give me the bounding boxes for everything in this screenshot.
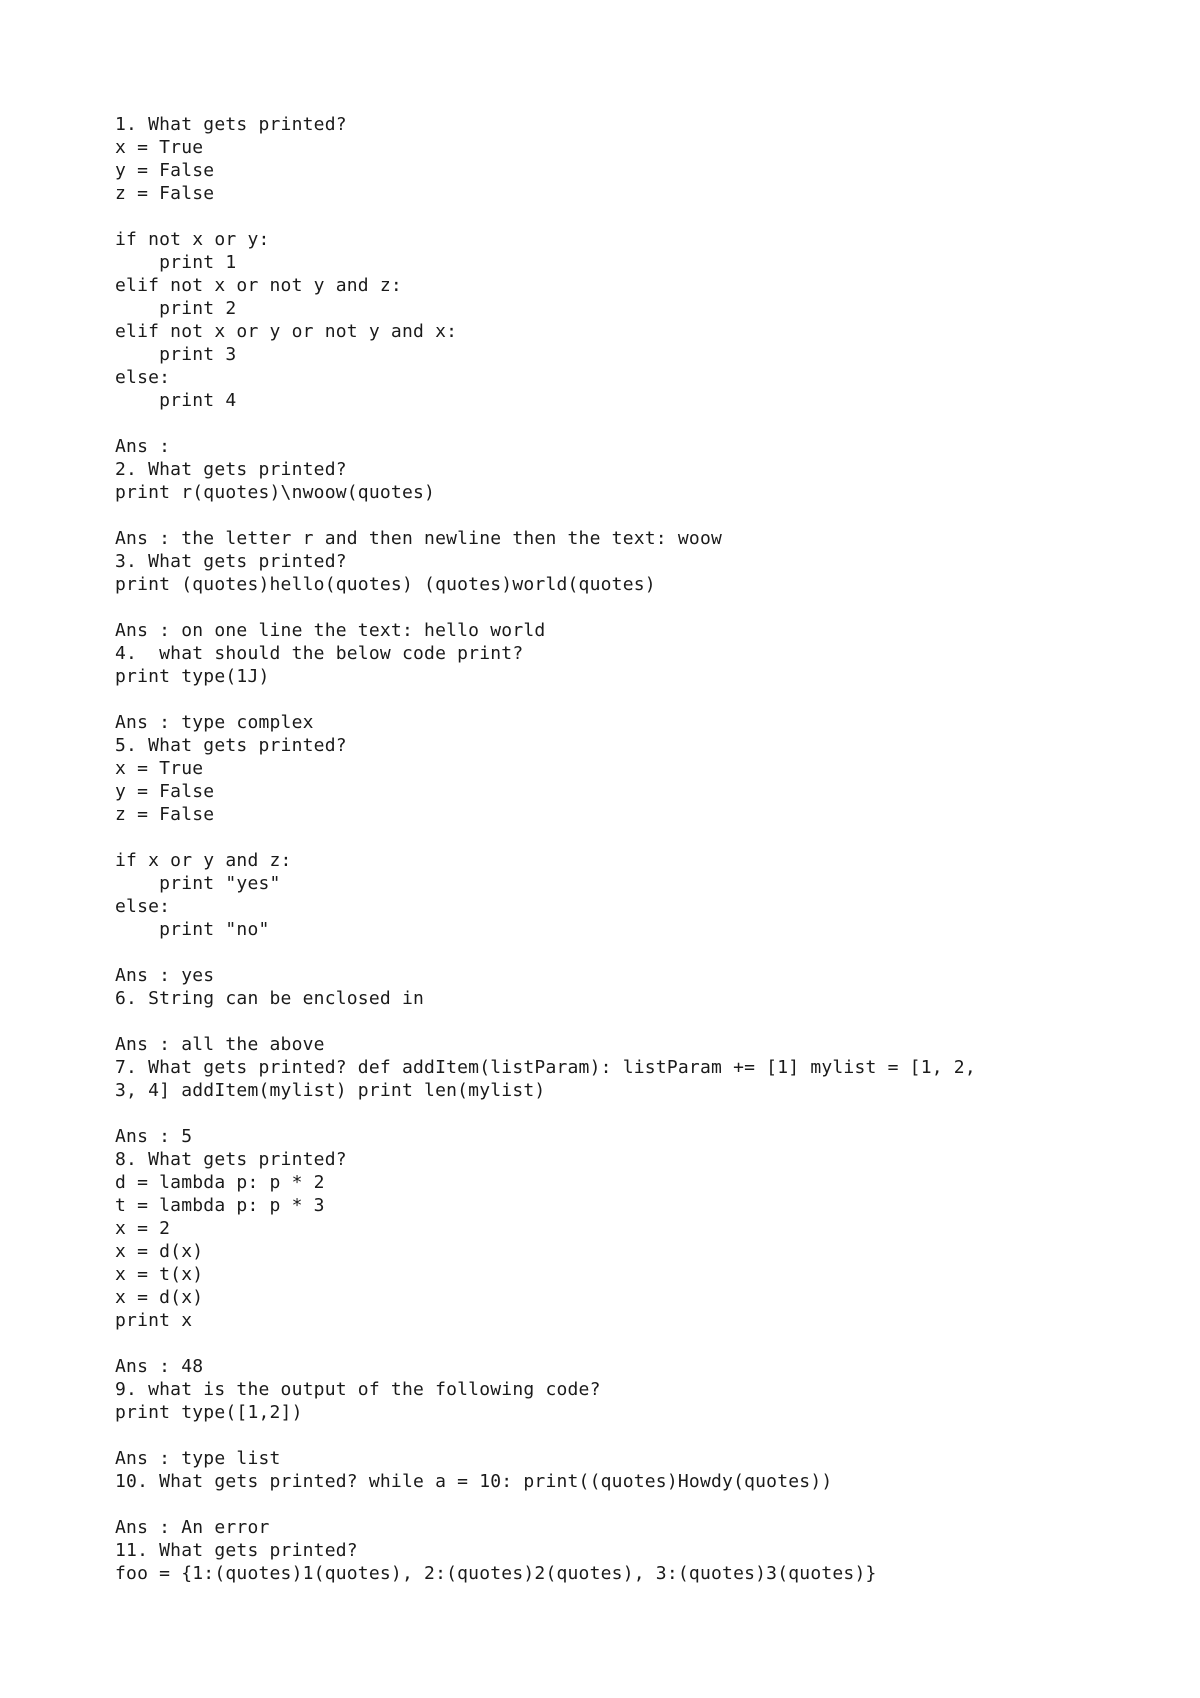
document-line: 7. What gets printed? def addItem(listParam): listParam += [1] mylist = [1, 2, bbox=[115, 1057, 976, 1078]
document-line: Ans : the letter r and then newline then the text: woow bbox=[115, 528, 723, 549]
document-line: print 3 bbox=[115, 344, 237, 365]
document-line: 3. What gets printed? bbox=[115, 551, 347, 572]
document-line: else: bbox=[115, 896, 171, 917]
document-line: y = False bbox=[115, 160, 215, 181]
document-line: print "yes" bbox=[115, 873, 281, 894]
document-line bbox=[115, 1102, 1115, 1125]
document-line bbox=[115, 412, 1115, 435]
document-line: print 1 bbox=[115, 252, 237, 273]
document-line bbox=[115, 1010, 1115, 1033]
document-line bbox=[115, 826, 1115, 849]
document-line: print 4 bbox=[115, 390, 237, 411]
document-line: x = 2 bbox=[115, 1218, 171, 1239]
document-line: Ans : 5 bbox=[115, 1126, 193, 1147]
document-body bbox=[115, 113, 1115, 1585]
document-line: print r(quotes)\nwoow(quotes) bbox=[115, 482, 436, 503]
document-line: 5. What gets printed? bbox=[115, 735, 347, 756]
document-line: Ans : type complex bbox=[115, 712, 314, 733]
document-line: 1. What gets printed? bbox=[115, 114, 347, 135]
document-line: print type([1,2]) bbox=[115, 1402, 303, 1423]
document-line bbox=[115, 941, 1115, 964]
document-line: print x bbox=[115, 1310, 193, 1331]
document-line: print (quotes)hello(quotes) (quotes)world(quotes) bbox=[115, 574, 656, 595]
document-line bbox=[115, 1493, 1115, 1516]
document-line bbox=[115, 205, 1115, 228]
document-line: elif not x or not y and z: bbox=[115, 275, 402, 296]
document-line: Ans : 48 bbox=[115, 1356, 204, 1377]
document-line: Ans : An error bbox=[115, 1517, 270, 1538]
document-line: if x or y and z: bbox=[115, 850, 292, 871]
document-line: x = d(x) bbox=[115, 1241, 204, 1262]
document-line: y = False bbox=[115, 781, 215, 802]
document-line bbox=[115, 596, 1115, 619]
document-line: 9. what is the output of the following code? bbox=[115, 1379, 601, 1400]
document-line: x = t(x) bbox=[115, 1264, 204, 1285]
document-line: z = False bbox=[115, 183, 215, 204]
document-line bbox=[115, 1332, 1115, 1355]
document-line: if not x or y: bbox=[115, 229, 270, 250]
document-line: 11. What gets printed? bbox=[115, 1540, 358, 1561]
document-line: print type(1J) bbox=[115, 666, 270, 687]
document-line: Ans : bbox=[115, 436, 171, 457]
document-line: x = d(x) bbox=[115, 1287, 204, 1308]
document-line: else: bbox=[115, 367, 171, 388]
document-line: x = True bbox=[115, 758, 204, 779]
document-line: z = False bbox=[115, 804, 215, 825]
document-line: elif not x or y or not y and x: bbox=[115, 321, 458, 342]
document-line: 2. What gets printed? bbox=[115, 459, 347, 480]
document-line: t = lambda p: p * 3 bbox=[115, 1195, 325, 1216]
document-line: print "no" bbox=[115, 919, 270, 940]
document-line: 10. What gets printed? while a = 10: print((quotes)Howdy(quotes)) bbox=[115, 1471, 833, 1492]
document-line bbox=[115, 504, 1115, 527]
document-line: 3, 4] addItem(mylist) print len(mylist) bbox=[115, 1080, 546, 1101]
document-line: x = True bbox=[115, 137, 204, 158]
document-line: foo = {1:(quotes)1(quotes), 2:(quotes)2(quotes), 3:(quotes)3(quotes)} bbox=[115, 1563, 877, 1584]
document-line bbox=[115, 1424, 1115, 1447]
document-line bbox=[115, 688, 1115, 711]
document-line: 4. what should the below code print? bbox=[115, 643, 524, 664]
document-line: Ans : on one line the text: hello world bbox=[115, 620, 546, 641]
document-line: d = lambda p: p * 2 bbox=[115, 1172, 325, 1193]
document-line: print 2 bbox=[115, 298, 237, 319]
document-line: Ans : yes bbox=[115, 965, 215, 986]
document-line: 8. What gets printed? bbox=[115, 1149, 347, 1170]
document-line: 6. String can be enclosed in bbox=[115, 988, 425, 1009]
document-line: Ans : all the above bbox=[115, 1034, 325, 1055]
document-line: Ans : type list bbox=[115, 1448, 281, 1469]
